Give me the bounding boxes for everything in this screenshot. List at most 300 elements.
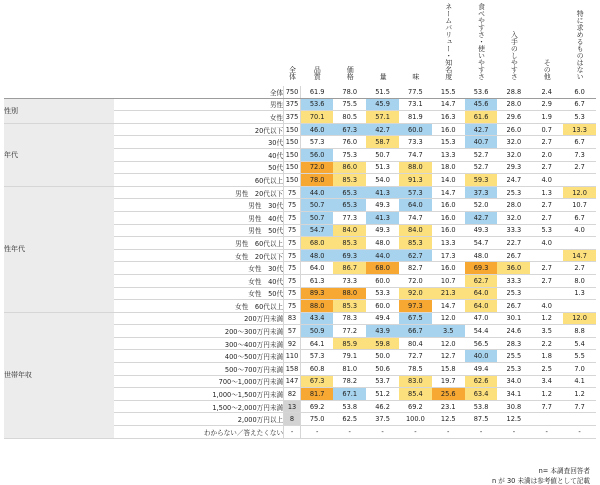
value-cell: 78.3 [333,312,366,325]
value-cell: 57.1 [366,111,399,124]
value-cell: 60.8 [301,363,334,376]
value-cell: 84.0 [399,224,432,237]
value-cell: 23.1 [432,400,465,413]
value-cell: 6.7 [563,136,596,149]
value-cell: - [366,426,399,439]
value-cell: 69.2 [399,400,432,413]
value-cell: 46.2 [366,400,399,413]
value-cell [530,413,563,426]
value-cell: 5.4 [563,337,596,350]
value-cell: 100.0 [399,413,432,426]
value-cell: 7.7 [563,400,596,413]
value-cell: 73.1 [399,98,432,111]
value-cell: 59.8 [366,337,399,350]
sample-size-cell: 13 [284,400,301,413]
value-cell: 6.7 [563,98,596,111]
value-cell: 67.3 [333,123,366,136]
value-cell: 63.4 [465,388,498,401]
value-cell: 49.4 [366,312,399,325]
row-label: わからない／答えたくない [114,426,283,439]
value-cell: 2.7 [530,199,563,212]
sample-size-cell: 75 [284,287,301,300]
value-cell: 54.7 [465,237,498,250]
row-label: 男性 40代 [114,211,283,224]
header-col-8 [530,0,563,86]
header-label: 全体 [288,66,297,80]
value-cell: 4.1 [563,375,596,388]
value-cell: 64.0 [301,262,334,275]
row-label: 男性 30代 [114,199,283,212]
sample-size-cell: 82 [284,388,301,401]
value-cell: 69.2 [301,400,334,413]
value-cell: 12.7 [432,350,465,363]
value-cell: 82.7 [399,262,432,275]
value-cell: 2.7 [563,262,596,275]
value-cell: 56.0 [301,148,334,161]
value-cell: 77.2 [333,325,366,338]
value-cell: 2.9 [530,98,563,111]
value-cell: 14.7 [432,98,465,111]
value-cell [530,287,563,300]
value-cell: 16.0 [432,211,465,224]
table-row [4,86,596,98]
value-cell: 51.3 [366,161,399,174]
value-cell [530,249,563,262]
value-cell: 80.5 [333,111,366,124]
value-cell: 72.7 [399,350,432,363]
value-cell: 3.5 [530,325,563,338]
value-cell: 42.7 [366,123,399,136]
value-cell: 56.5 [465,337,498,350]
value-cell: 34.0 [497,375,530,388]
value-cell: 18.0 [432,161,465,174]
value-cell: 83.0 [399,375,432,388]
value-cell: 78.0 [301,174,334,187]
value-cell: 50.9 [301,325,334,338]
value-cell: 84.0 [333,224,366,237]
value-cell: 78.2 [333,375,366,388]
value-cell: 85.4 [399,388,432,401]
value-cell: 16.0 [432,199,465,212]
row-label: 女性 [114,111,283,124]
value-cell: 45.9 [366,98,399,111]
value-cell: 12.0 [563,186,596,199]
value-cell: 41.3 [366,186,399,199]
value-cell: 2.7 [530,262,563,275]
value-cell [563,174,596,187]
value-cell: 85.3 [333,300,366,313]
value-cell: 49.3 [465,224,498,237]
value-cell: 15.3 [432,136,465,149]
header-col-1 [301,0,334,86]
value-cell: 25.3 [497,287,530,300]
sample-size-cell: 150 [284,136,301,149]
value-cell: 78.5 [399,363,432,376]
value-cell: 74.7 [399,211,432,224]
row-label: 2,000万円以上 [114,413,283,426]
value-cell: 57.3 [301,350,334,363]
value-cell: 64.1 [301,337,334,350]
value-cell: 16.0 [432,123,465,136]
value-cell: 69.3 [465,262,498,275]
value-cell: 72.0 [399,274,432,287]
value-cell: 43.4 [301,312,334,325]
value-cell: 29.6 [497,111,530,124]
value-cell: 10.7 [563,199,596,212]
value-cell: 65.3 [333,186,366,199]
value-cell: 13.3 [432,148,465,161]
sample-size-cell: 75 [284,186,301,199]
value-cell: 17.3 [432,249,465,262]
value-cell: 2.2 [530,337,563,350]
sample-size-cell: 110 [284,350,301,363]
value-cell: 86.0 [333,161,366,174]
header-label: 入手のしやすさ [510,31,519,80]
value-cell: 73.3 [399,136,432,149]
value-cell: 48.0 [301,249,334,262]
value-cell: 24.7 [497,174,530,187]
sample-size-cell: 75 [284,199,301,212]
value-cell: 16.3 [432,111,465,124]
value-cell: 28.3 [497,337,530,350]
value-cell: 75.0 [301,413,334,426]
value-cell: 21.3 [432,287,465,300]
value-cell: 12.0 [432,312,465,325]
row-label: 30代 [114,136,283,149]
row-label: 60代以上 [114,174,283,187]
value-cell: - [432,426,465,439]
sample-size-cell: 150 [284,174,301,187]
value-cell: 87.5 [465,413,498,426]
value-cell: 64.0 [465,300,498,313]
sample-size-cell: 375 [284,98,301,111]
row-label: 女性 60代以上 [114,300,283,313]
value-cell: 28.8 [497,86,530,98]
header-blank [114,0,283,86]
value-cell: 86.7 [333,262,366,275]
header-label: 味 [411,73,420,80]
value-cell: 12.0 [563,312,596,325]
value-cell: 29.3 [497,161,530,174]
value-cell: 62.7 [399,249,432,262]
value-cell: 37.5 [366,413,399,426]
value-cell: 2.7 [530,136,563,149]
sample-size-cell: 83 [284,312,301,325]
value-cell: 8.8 [563,325,596,338]
value-cell: 81.0 [333,363,366,376]
header-col-2 [333,0,366,86]
value-cell: 53.7 [366,375,399,388]
row-label: 40代 [114,148,283,161]
value-cell: 32.0 [497,148,530,161]
value-cell: 41.3 [366,211,399,224]
header-blank [4,0,114,86]
row-label: 女性 40代 [114,274,283,287]
sample-size-cell: 75 [284,249,301,262]
row-label: 200～300万円未満 [114,325,283,338]
header-col-9 [563,0,596,86]
value-cell: 44.0 [301,186,334,199]
header-label: ネームバリュー・知名度 [444,3,453,80]
value-cell: 13.3 [563,123,596,136]
header-col-3 [366,0,399,86]
value-cell: 65.3 [333,199,366,212]
value-cell: 62.7 [465,274,498,287]
sample-size-cell: 150 [284,123,301,136]
value-cell: 4.0 [530,237,563,250]
value-cell: 50.6 [366,363,399,376]
crosstab-table [4,0,596,439]
value-cell: 2.0 [530,148,563,161]
header-label: 量 [379,73,388,80]
value-cell: 2.5 [530,363,563,376]
footnote-reference-values: n が 30 未満は参考値として記載 [492,477,590,485]
value-cell: 33.3 [497,224,530,237]
value-cell: 36.0 [497,262,530,275]
header-col-7 [497,0,530,86]
value-cell: 60.0 [399,123,432,136]
value-cell: 12.0 [432,337,465,350]
value-cell: 77.5 [399,86,432,98]
value-cell: 58.7 [366,136,399,149]
row-label: 1,000～1,500万円未満 [114,388,283,401]
value-cell: 1.2 [530,388,563,401]
header-col-5 [432,0,465,86]
value-cell: 25.5 [497,350,530,363]
value-cell: 62.6 [465,375,498,388]
row-label: 50代 [114,161,283,174]
value-cell: 81.7 [301,388,334,401]
value-cell: 60.0 [366,274,399,287]
header-label: 品質 [313,66,322,80]
value-cell: 1.9 [530,111,563,124]
header-col-6 [465,0,498,86]
value-cell: 64.0 [465,287,498,300]
value-cell: 53.6 [301,98,334,111]
value-cell: 85.3 [333,237,366,250]
value-cell: 37.3 [465,186,498,199]
value-cell: 25.6 [432,388,465,401]
value-cell: 61.3 [301,274,334,287]
row-label: 男性 50代 [114,224,283,237]
value-cell: - [399,426,432,439]
value-cell: 54.4 [465,325,498,338]
header-label: 特に求めるものはない [576,10,585,80]
value-cell: 7.7 [530,400,563,413]
row-label: 男性 20代以下 [114,186,283,199]
value-cell: 28.0 [497,199,530,212]
value-cell: 12.5 [497,413,530,426]
value-cell: 52.7 [465,161,498,174]
value-cell: 26.0 [497,123,530,136]
value-cell: 79.1 [333,350,366,363]
value-cell: 77.3 [333,211,366,224]
row-label: 400～500万円未満 [114,350,283,363]
row-label: 女性 20代以下 [114,249,283,262]
value-cell: 25.3 [497,363,530,376]
value-cell: 6.7 [563,211,596,224]
value-cell: 85.3 [333,174,366,187]
value-cell: 88.0 [333,287,366,300]
value-cell: 49.4 [465,363,498,376]
value-cell: 33.3 [497,274,530,287]
value-cell: 64.0 [399,199,432,212]
header-label: 食べやすさ・使いやすさ [477,3,486,80]
sample-size-cell: 75 [284,211,301,224]
header-col-0 [284,0,301,86]
sample-size-cell: 750 [284,86,301,98]
value-cell: 6.0 [563,86,596,98]
value-cell: 52.7 [465,148,498,161]
value-cell: - [530,426,563,439]
value-cell: 53.3 [366,287,399,300]
row-label: 500～700万円未満 [114,363,283,376]
value-cell: 7.0 [563,363,596,376]
value-cell: - [563,426,596,439]
sample-size-cell: 75 [284,274,301,287]
sample-size-cell: 158 [284,363,301,376]
sample-size-cell: 375 [284,111,301,124]
value-cell: 16.0 [432,224,465,237]
value-cell: 42.7 [465,123,498,136]
value-cell: 14.7 [563,249,596,262]
value-cell: 32.0 [497,136,530,149]
sample-size-cell: 75 [284,262,301,275]
value-cell: 19.7 [432,375,465,388]
value-cell: 24.6 [497,325,530,338]
value-cell: - [497,426,530,439]
value-cell: 68.0 [301,237,334,250]
value-cell: 1.2 [530,312,563,325]
group-label: 性年代 [4,186,114,312]
value-cell: 53.6 [465,86,498,98]
value-cell: 53.8 [333,400,366,413]
row-label: 全体 [114,86,283,98]
value-cell: 4.0 [530,174,563,187]
value-cell: 1.2 [563,388,596,401]
sample-size-cell: 8 [284,413,301,426]
row-label: 女性 30代 [114,262,283,275]
sample-size-cell: 92 [284,337,301,350]
value-cell: 5.3 [530,224,563,237]
table-row [4,186,596,199]
value-cell: 49.3 [366,199,399,212]
value-cell: 66.7 [399,325,432,338]
value-cell: 50.0 [366,350,399,363]
value-cell: 68.0 [366,262,399,275]
value-cell: 78.0 [333,86,366,98]
footnote-n-definition: n= 本調査回答者 [538,467,590,475]
value-cell: 54.0 [366,174,399,187]
value-cell: 1.3 [530,186,563,199]
value-cell: 4.0 [563,224,596,237]
value-cell: 14.0 [432,174,465,187]
value-cell: 34.1 [497,388,530,401]
value-cell: 40.0 [465,350,498,363]
value-cell: 57.3 [301,136,334,149]
value-cell: 12.5 [432,413,465,426]
table-row [4,123,596,136]
value-cell: 40.7 [465,136,498,149]
value-cell [563,300,596,313]
value-cell: - [465,426,498,439]
group-label: 世帯年収 [4,312,114,438]
sample-size-cell: 147 [284,375,301,388]
value-cell: 14.7 [432,300,465,313]
value-cell: 67.3 [301,375,334,388]
row-label: 300～400万円未満 [114,337,283,350]
value-cell: 30.1 [497,312,530,325]
value-cell: 28.0 [497,98,530,111]
value-cell: 51.2 [366,388,399,401]
value-cell: 43.9 [366,325,399,338]
value-cell: 59.3 [465,174,498,187]
value-cell: 85.9 [333,337,366,350]
value-cell: 69.3 [333,249,366,262]
value-cell: 2.7 [530,211,563,224]
crosstab-body [4,86,596,438]
sample-size-cell: 75 [284,237,301,250]
value-cell: 50.7 [366,148,399,161]
value-cell: 45.6 [465,98,498,111]
value-cell: 10.7 [432,274,465,287]
value-cell: 2.7 [563,161,596,174]
value-cell [563,413,596,426]
header-label: その他 [543,59,552,80]
table-row [4,98,596,111]
header-col-4 [399,0,432,86]
value-cell: 50.7 [301,211,334,224]
value-cell: 7.3 [563,148,596,161]
group-label: 性別 [4,98,114,123]
value-cell [563,237,596,250]
value-cell: 1.8 [530,350,563,363]
value-cell: 32.0 [497,211,530,224]
sample-size-cell: 75 [284,300,301,313]
value-cell: 3.5 [432,325,465,338]
value-cell: 50.7 [301,199,334,212]
value-cell: 61.6 [465,111,498,124]
value-cell: 89.3 [301,287,334,300]
value-cell: 22.7 [497,237,530,250]
value-cell: 26.7 [497,249,530,262]
row-label: 20代以下 [114,123,283,136]
value-cell: 44.0 [366,249,399,262]
value-cell: 52.0 [465,199,498,212]
value-cell: 16.0 [432,262,465,275]
row-label: 女性 50代 [114,287,283,300]
value-cell: 97.3 [399,300,432,313]
value-cell: 2.7 [530,274,563,287]
row-label: 男性 [114,98,283,111]
value-cell: 30.8 [497,400,530,413]
row-label: 男性 60代以上 [114,237,283,250]
value-cell: 51.5 [366,86,399,98]
value-cell: 2.4 [530,86,563,98]
value-cell: 5.3 [563,111,596,124]
value-cell: 42.7 [465,211,498,224]
value-cell: 61.9 [301,86,334,98]
value-cell: 74.7 [399,148,432,161]
value-cell: 81.9 [399,111,432,124]
value-cell: 4.0 [530,300,563,313]
value-cell: 3.4 [530,375,563,388]
sample-size-cell: 75 [284,224,301,237]
value-cell: 8.0 [563,274,596,287]
row-label: 700～1,000万円未満 [114,375,283,388]
group-label: 年代 [4,123,114,186]
value-cell: 80.4 [399,337,432,350]
